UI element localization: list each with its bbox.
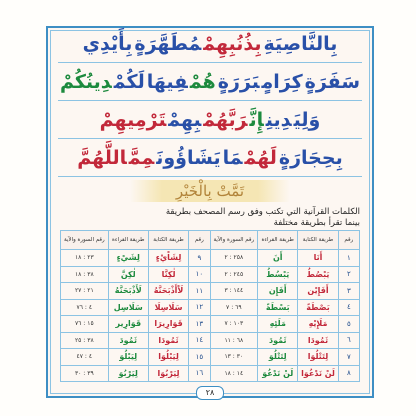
table-cell: ١ (338, 250, 359, 267)
table-cell: لٰكِنَّا (148, 266, 188, 283)
verse-word: بِالنَّاصِيَةِ (263, 33, 338, 55)
table-cell: ١٥ : ٧٦ (61, 316, 109, 333)
table-cell: ٥ (338, 316, 359, 333)
table-header-cell: رقم (338, 231, 359, 250)
table-cell: ٨ (338, 365, 359, 382)
verse-word: سَفَرَةٍ (304, 71, 361, 93)
table-cell: ٣٨ : ٢٥ (61, 332, 109, 349)
verse-word: رَبَّهُمْ (203, 109, 248, 131)
table-header-cell: طريقة القراءة (258, 231, 298, 250)
verse-word: بِحِجَارَةٍ (278, 147, 343, 169)
line-separator (58, 176, 362, 177)
table-cell: لٰكِنَّ (108, 266, 148, 283)
note-line-1: الكلمات القرآنية التي تكتب وفق رسم المصحف بطريقة (165, 207, 360, 217)
verse-line (54, 26, 366, 62)
table-cell: سَلَاسِلَا (148, 299, 188, 316)
table-cell: بَصْطَةً (298, 299, 338, 316)
table-cell: ١٤ : ١٨ (210, 365, 258, 382)
table-cell: ثَمُودَا (298, 332, 338, 349)
table-cell: ٦٨ : ١١ (210, 332, 258, 349)
closing-banner-text: تَمَّتْ بِالْخَيْرِ (175, 182, 245, 200)
table-cell: ٣٩ : ٣٠ (61, 365, 109, 382)
table-header-cell: رقم السورة والآية (61, 231, 109, 250)
table-cell: أَنَا (298, 250, 338, 267)
table-cell: يَبْصُطُ (298, 266, 338, 283)
table-cell: ٦٩ : ٧ (210, 299, 258, 316)
table-header-cell: رقم السورة والآية (210, 231, 258, 250)
line-separator (58, 138, 362, 139)
table-cell: ٣ (338, 283, 359, 300)
verse-word: دِينِ (265, 109, 292, 131)
verse-line (54, 64, 366, 100)
table-cell: أَفَإِيْن (298, 283, 338, 300)
table-cell: ٢٣ : ١٨ (61, 250, 109, 267)
spelling-table (60, 230, 360, 382)
table-header-cell: طريقة الكتابة (298, 231, 338, 250)
table-header-cell: طريقة الكتابة (148, 231, 188, 250)
table-cell: ١١ (189, 283, 210, 300)
table-cell: ٦ (338, 332, 359, 349)
table-cell: ١٥ (189, 349, 210, 366)
table-cell: قَوَارِير (108, 316, 148, 333)
table-cell: ٢٤٥ : ٢ (210, 266, 258, 283)
verse-line (54, 102, 366, 138)
table-cell: ١٣ (189, 316, 210, 333)
verse-word: بِأَيْدِي (82, 33, 133, 55)
table-cell: ٩ (189, 250, 210, 267)
table-cell: ٣٠ : ١٣ (210, 349, 258, 366)
table-cell: قَوَارِيرَا (148, 316, 188, 333)
table-cell: لِشَيْءٍ (108, 250, 148, 267)
table-row (61, 283, 360, 300)
table-cell: أَفَإِن (258, 283, 298, 300)
table-cell: ١٦ (189, 365, 210, 382)
verse-word: بِذُنُبِهِمْ (203, 33, 262, 55)
verse-word: بِهِمْ (168, 109, 202, 131)
table-cell: لِيَرْبُوَا (148, 365, 188, 382)
verse-word: تَرْمِيهِمْ (99, 109, 167, 131)
table-cell: لِشَاْيْءٍ (148, 250, 188, 267)
verse-word: كِرَامٍ (261, 71, 303, 93)
verse-word: اللَّهُمَّ (77, 147, 127, 169)
table-cell: سَلَاسِل (108, 299, 148, 316)
table-cell: لَنْ نَدْعُوَا (298, 365, 338, 382)
table-cell: لِيَبْلُوَا (148, 349, 188, 366)
table-cell: مَلَئِهِ (258, 316, 298, 333)
table-cell: ٧ (338, 349, 359, 366)
table-header-cell: رقم (189, 231, 210, 250)
verse-word: بَرَرَةٍ (217, 71, 260, 93)
table-cell: لِيَرْبُوَ (108, 365, 148, 382)
table-cell: لَنْ نَدْعُوَ (258, 365, 298, 382)
line-separator (58, 100, 362, 101)
table-header-row (61, 231, 360, 250)
table-cell: يَبْسُطُ (258, 266, 298, 283)
table-row (61, 349, 360, 366)
table-row (61, 266, 360, 283)
table-cell: ١٠ (189, 266, 210, 283)
verse-word: فِيهَا (146, 71, 188, 93)
table-cell: أَنَ (258, 250, 298, 267)
table-cell: ١٢ (189, 299, 210, 316)
table-cell: لَأَذْبَحَنَّهُ (108, 283, 148, 300)
table-cell: ٤ (338, 299, 359, 316)
verse-word: وَلِيَ (293, 109, 321, 131)
table-row (61, 316, 360, 333)
table-row (61, 299, 360, 316)
table-row (61, 332, 360, 349)
verse-word: دِينُكُمْ (59, 71, 112, 93)
table-cell: لِتَتْلُوَا (298, 349, 338, 366)
table-cell: ٢٥٨ : ٢ (210, 250, 258, 267)
note-line-2: بينما تقرأ بطريقة مختلفة (273, 218, 360, 228)
verse-word: مَا (222, 147, 243, 169)
verse-word: هُمْ (189, 71, 216, 93)
verse-word: لَهُمْ (244, 147, 277, 169)
page-number: ٢٨ (196, 386, 224, 400)
verse-word: يَشَاؤُونَ (156, 147, 221, 169)
table-cell: ١٠٣ : ٧ (210, 316, 258, 333)
table-row (61, 365, 360, 382)
line-separator (58, 62, 362, 63)
table-cell: ٢١ : ٢٧ (61, 283, 109, 300)
table-cell: ١٤٤ : ٣ (210, 283, 258, 300)
verse-word: لَكُمْ (113, 71, 145, 93)
table-cell: بَسْطَةً (258, 299, 298, 316)
table-cell: ٤ : ٤٧ (61, 349, 109, 366)
table-cell: ٣٨ : ١٨ (61, 266, 109, 283)
table-cell: ثَمُودَ (258, 332, 298, 349)
table-cell: ٢ (338, 266, 359, 283)
verse-line (54, 140, 366, 176)
table-cell: لِتَتْلُوَ (258, 349, 298, 366)
table-cell: ثَمُودَ (108, 332, 148, 349)
table-cell: لِيَبْلُوَ (108, 349, 148, 366)
table-cell: ٤ : ٧٦ (61, 299, 109, 316)
table-body (61, 250, 360, 382)
table-cell: لَاْأَذْبَحَنَّهُ (148, 283, 188, 300)
table-cell: مَلَإِيْهِ (298, 316, 338, 333)
table-row (61, 250, 360, 267)
verse-word: مُطَهَّرَةٍ (134, 33, 202, 55)
table-header-cell: طريقة القراءة (108, 231, 148, 250)
verse-word: إِنَّ (249, 109, 264, 131)
table-cell: ثَمُودَا (148, 332, 188, 349)
verse-word: مِمَّ (128, 147, 155, 169)
table-cell: ١٤ (189, 332, 210, 349)
